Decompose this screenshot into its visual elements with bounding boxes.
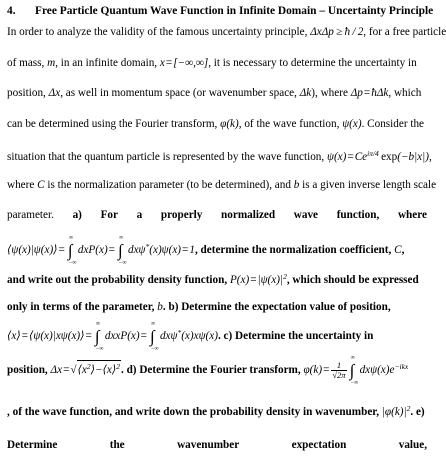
text-run: , which should be expressed: [286, 274, 419, 286]
normalization-symbol: C: [394, 244, 402, 256]
text-run: of mass,: [7, 57, 45, 69]
paragraph-line-11: [7, 321, 427, 352]
paragraph-line-13: [7, 402, 427, 419]
text-run: the: [109, 439, 125, 451]
text-run: wavenumber: [177, 439, 240, 451]
paragraph-line-9: [7, 270, 427, 287]
text-run: , of the wave function, and write down the probability density in wavenumber,: [7, 406, 380, 418]
part-label-d: . d) Determine the Fourier transform,: [120, 364, 301, 376]
text-run: a: [136, 209, 143, 221]
text-run: normalized: [221, 209, 276, 221]
text-run: can be determined using the Fourier transform,: [7, 118, 218, 130]
text-run: . Consider the: [361, 118, 425, 130]
wavenumber-density: $|\varphi(k)|^2$: [381, 404, 411, 418]
text-run: , which: [388, 87, 422, 99]
paragraph-line-10: [7, 300, 427, 314]
paragraph-line-12: [7, 355, 427, 386]
text-run: position,: [7, 364, 48, 376]
text-run: For: [100, 209, 118, 221]
text-run: function,: [336, 209, 380, 221]
text-run: is a given inverse length scale: [302, 179, 437, 191]
text-run: , of the wave function,: [238, 118, 340, 130]
fourier-symbol: φ(k): [220, 118, 239, 130]
text-run: value,: [398, 439, 427, 451]
text-run: wave: [293, 209, 319, 221]
text-run: , determine the normalization coefficient,: [194, 244, 392, 256]
delta-x-symbol: Δx: [48, 87, 61, 99]
b-symbol: b: [293, 179, 300, 191]
text-run: ,: [428, 151, 432, 163]
uncertainty-relation: ΔxΔp ≥ ħ / 2: [310, 26, 364, 38]
problem-number: 4.: [7, 5, 16, 17]
text-run: expectation: [291, 439, 347, 451]
problem-heading: [7, 4, 434, 18]
paragraph-line-4: [7, 117, 427, 131]
text-run: is the normalization parameter (to be determined), and: [47, 179, 291, 191]
b-symbol: b: [157, 301, 163, 313]
paragraph-line-5: [7, 147, 432, 164]
expectation-position: ⟨x⟩=⟨ψ(x)|xψ(x)⟩= ∫ ∞ −∞ dxxP(x)= ∫ ∞ −∞ dxψ*(x)xψ(x): [7, 321, 218, 352]
mass-symbol: m: [47, 57, 56, 69]
normalization-symbol: C: [37, 179, 45, 191]
fourier-transform-formula: φ(k)= $\frac{1}{√2\pi}$ ∫ ∞ −∞ $dx\psi(x)e^{-ikx}$: [303, 355, 409, 386]
text-run: parameter.: [7, 209, 54, 221]
normalization-condition: ⟨ψ(x)|ψ(x)⟩= ∫ ∞ −∞ dxP(x)= ∫ ∞ −∞ dxψ*(x)ψ(x)=1: [7, 235, 195, 266]
probability-density-definition: $P(x)=|\psi(x)|^2$: [229, 272, 287, 286]
paragraph-line-1: [7, 25, 446, 39]
text-run: where: [397, 209, 427, 221]
text-run: properly: [160, 209, 203, 221]
text-run: , it is necessary to determine the uncertainty in: [208, 57, 417, 69]
wavefunction-symbol: ψ(x): [342, 118, 362, 130]
text-run: and write out the probability density function,: [7, 274, 228, 286]
part-label-b: . b) Determine the expectation value of position,: [162, 301, 391, 313]
text-run: ), where: [311, 87, 348, 99]
text-run: Determine: [7, 439, 58, 451]
paragraph-line-7: [7, 208, 427, 222]
paragraph-line-14: [7, 438, 427, 452]
paragraph-line-3: [7, 86, 427, 100]
text-run: , for a free particle: [363, 26, 446, 38]
paragraph-line-6: [7, 178, 437, 192]
momentum-relation: Δp=ħΔk: [350, 87, 389, 99]
wavefunction-definition: $\psi(x)=Ce^{i\pi/4}$ exp(−b|x|): [327, 149, 429, 163]
problem-title: Free Particle Quantum Wave Function in Infinite Domain – Uncertainty Principle: [35, 5, 434, 17]
part-label-e: . e): [410, 406, 425, 418]
delta-k-symbol: Δk: [299, 87, 312, 99]
text-run: In order to analyze the validity of the famous uncertainty principle,: [7, 26, 308, 38]
text-run: situation that the quantum particle is represented by the wave function,: [7, 151, 325, 163]
domain-expression: x=[−∞,∞]: [159, 57, 209, 69]
text-run: position,: [7, 87, 46, 99]
text-run: only in terms of the parameter,: [7, 301, 155, 313]
text-run: , as well in momentum space (or wavenumber space,: [60, 87, 297, 99]
part-label-c: . c) Determine the uncertainty in: [217, 330, 374, 342]
text-run: where: [7, 179, 35, 191]
paragraph-line-8: ⟨ψ(x)|ψ(x)⟩= ∫ ∞ −∞ dxP(x)= ∫ ∞ −∞ dxψ*(x)ψ(x)=1, determine the normalization coefficient, C,: [7, 235, 405, 266]
paragraph-line-2: [7, 56, 427, 70]
text-run: , in an infinite domain,: [55, 57, 158, 69]
part-label-a: a): [72, 209, 82, 221]
uncertainty-position-formula: $\Delta x=√⟨x^2⟩-⟨x⟩^2$: [50, 362, 120, 376]
